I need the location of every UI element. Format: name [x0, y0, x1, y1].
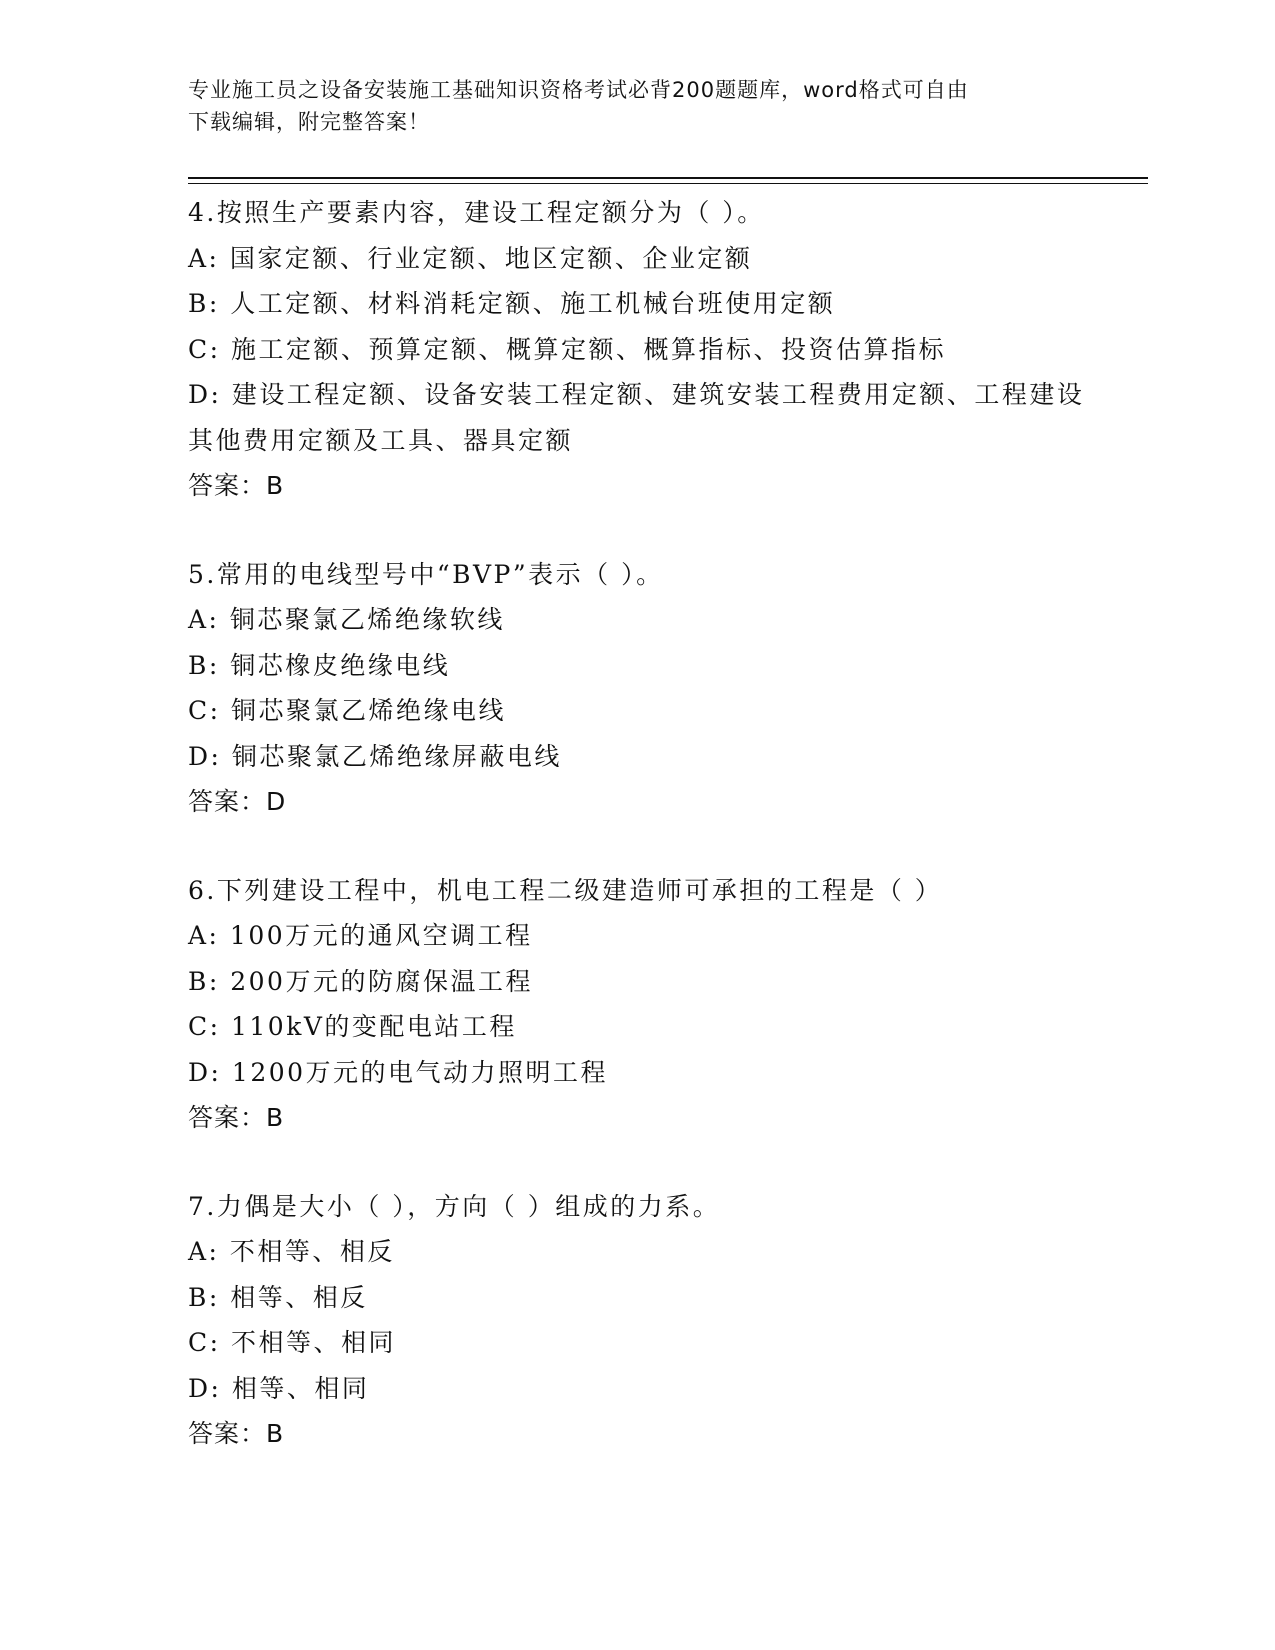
- option-b: B: 人工定额、材料消耗定额、施工机械台班使用定额: [188, 289, 836, 318]
- option-a: A: 铜芯聚氯乙烯绝缘软线: [188, 605, 505, 634]
- option-b: B: 200万元的防腐保温工程: [188, 966, 533, 996]
- header-line-2: 下载编辑，附完整答案！: [188, 110, 430, 134]
- question-list: [188, 190, 1088, 1500]
- question-stem: 6.下列建设工程中，机电工程二级建造师可承担的工程是（ ）: [188, 875, 943, 905]
- question-6: [188, 868, 1088, 1141]
- option-d: D: 相等、相同: [188, 1373, 370, 1403]
- option-a: A: 不相等、相反: [188, 1237, 395, 1266]
- answer: 答案：B: [188, 1103, 285, 1132]
- option-d: D: 1200万元的电气动力照明工程: [188, 1057, 609, 1087]
- question-stem: 4.按照生产要素内容，建设工程定额分为（ ）。: [188, 198, 765, 227]
- question-5: [188, 552, 1088, 825]
- question-stem: 7.力偶是大小（ ），方向（ ）组成的力系。: [188, 1191, 721, 1221]
- option-b: B: 相等、相反: [188, 1282, 368, 1312]
- option-a: A: 100万元的通风空调工程: [188, 921, 533, 950]
- answer: 答案：B: [188, 471, 285, 500]
- option-d: D: 铜芯聚氯乙烯绝缘屏蔽电线: [188, 741, 562, 771]
- header-line-1: 专业施工员之设备安装施工基础知识资格考试必背200题题库，word格式可自由: [188, 78, 969, 102]
- option-d: D: 建设工程定额、设备安装工程定额、建筑安装工程费用定额、工程建设其他费用定额及工具、器具定额: [188, 380, 1085, 455]
- option-b: B: 铜芯橡皮绝缘电线: [188, 650, 451, 680]
- option-c: C: 110kV的变配电站工程: [188, 1012, 517, 1041]
- answer: 答案：D: [188, 787, 287, 816]
- answer: 答案：B: [188, 1419, 285, 1448]
- header-divider-thick: [188, 177, 1148, 179]
- option-a: A: 国家定额、行业定额、地区定额、企业定额: [188, 243, 753, 273]
- question-stem: 5.常用的电线型号中“BVP”表示（ ）。: [188, 559, 664, 589]
- option-c: C: 施工定额、预算定额、概算定额、概算指标、投资估算指标: [188, 334, 947, 364]
- document-header: [188, 74, 1088, 138]
- question-7: [188, 1184, 1088, 1457]
- option-c: C: 不相等、相同: [188, 1328, 396, 1357]
- header-divider-thin: [188, 183, 1148, 184]
- option-c: C: 铜芯聚氯乙烯绝缘电线: [188, 696, 506, 725]
- question-4: [188, 190, 1088, 509]
